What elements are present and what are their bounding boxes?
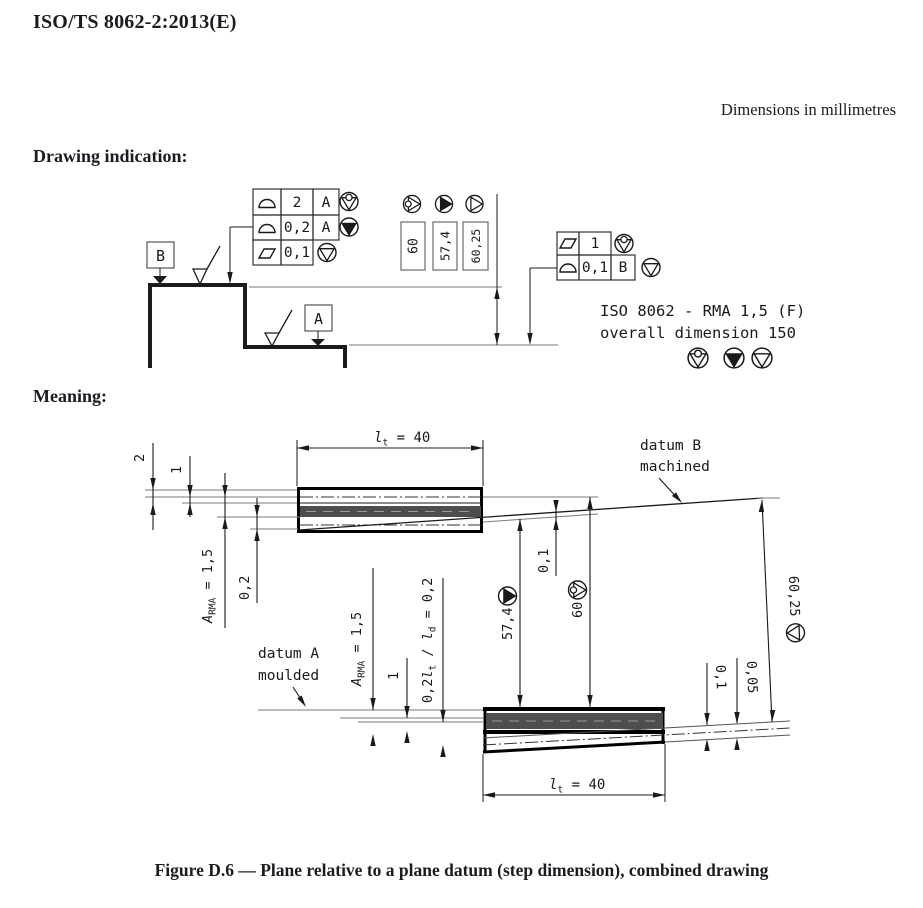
dimension-arrow <box>297 695 308 708</box>
state-symbol <box>403 195 420 212</box>
dim-label-01-top: 0,1 <box>536 548 552 573</box>
dim-label-lt40-bottom: $l_t = 40$ <box>549 777 606 796</box>
dimension-arrow <box>494 333 499 345</box>
fcf-datum: A <box>321 220 331 236</box>
fcf-datum: B <box>618 260 628 276</box>
fcf-symbol-cell <box>557 255 579 280</box>
figure-caption: Figure D.6 — Plane relative to a plane datum (step dimension), combined drawing <box>154 860 769 880</box>
datum-a-text: datum A <box>258 646 320 662</box>
fcf-datum: A <box>321 195 331 211</box>
dimension-line <box>762 500 772 722</box>
dimension-arrow <box>527 333 532 345</box>
dimension-arrow <box>704 739 709 751</box>
dimension-arrow <box>297 445 309 450</box>
state-symbol <box>752 348 772 368</box>
datum-a-text: moulded <box>258 668 320 684</box>
dimension-arrow <box>471 445 483 450</box>
dim-value: 60,25 <box>785 575 803 617</box>
dim-label-02: 0,2 <box>237 575 253 600</box>
dim-label-1-bottom: 1 <box>386 671 402 680</box>
datum-b-triangle <box>153 276 167 284</box>
dim-label-arma: $A_{RMA} = 1,5$ <box>200 548 219 623</box>
boxed-dimension-value: 57,4 <box>437 230 453 262</box>
dimension-arrow <box>759 500 765 512</box>
dim-label-arma-bottom: $A_{RMA} = 1,5$ <box>349 611 368 686</box>
fcf-symbol-cell <box>557 232 579 255</box>
dimension-arrow <box>404 706 409 718</box>
dimensions-note: Dimensions in millimetres <box>720 100 896 119</box>
dimension-arrow <box>553 500 558 512</box>
boxed-dimension-label <box>469 229 483 264</box>
profile-of-surface-icon <box>259 225 275 233</box>
dimension-arrow <box>370 734 375 746</box>
dim-label-2: 2 <box>132 453 148 462</box>
dim-label-1: 1 <box>169 465 185 474</box>
dim-label-01-bottom: 0,1 <box>712 664 729 690</box>
dimension-arrow <box>483 792 495 797</box>
dimension-arrow <box>587 497 592 509</box>
fcf-value: 0,1 <box>581 260 609 276</box>
fcf-value: 1 <box>590 236 600 252</box>
dim-label-lt40: $l_t = 40$ <box>374 430 431 449</box>
fcf-symbol-cell <box>253 189 281 215</box>
datum-a-letter: A <box>313 310 324 328</box>
dimension-arrow <box>222 485 227 497</box>
meaning-diagram <box>0 418 923 818</box>
dimension-arrow <box>187 485 192 497</box>
dimension-arrow <box>734 738 739 750</box>
dimension-arrow <box>704 713 709 725</box>
state-symbol <box>466 195 483 212</box>
dimension-arrow <box>734 712 739 724</box>
profile-of-surface-icon <box>560 264 576 272</box>
dimension-arrow <box>653 792 665 797</box>
fcf-symbol-cell <box>253 240 281 265</box>
dimension-arrow <box>187 503 192 515</box>
state-symbol <box>569 581 587 599</box>
lower-bar-top-border <box>483 707 665 711</box>
dimension-arrow <box>254 505 259 517</box>
dimension-arrow <box>553 518 558 530</box>
dim-label-6025 <box>785 576 805 643</box>
state-symbol <box>499 587 517 605</box>
machining-mark-tail <box>207 246 220 269</box>
state-symbol <box>435 195 452 212</box>
drawing-indication-diagram <box>0 180 923 392</box>
dimension-arrow <box>254 529 259 541</box>
datum-b-letter: B <box>155 247 166 265</box>
zone-line <box>483 514 598 522</box>
dim-value: 57,4 <box>500 607 516 640</box>
dim-label-005: 0,05 <box>743 660 761 694</box>
state-symbol <box>688 348 708 368</box>
note-overall-dimension: overall dimension 150 <box>600 324 796 342</box>
dimension-arrow <box>440 710 445 722</box>
datum-b-text: datum B <box>640 438 702 454</box>
boxed-dimension-value: 60 <box>406 238 422 254</box>
dimension-arrow <box>150 503 155 515</box>
dimension-arrow <box>150 478 155 490</box>
machining-mark-icon <box>193 269 207 284</box>
note-rma: ISO 8062 - RMA 1,5 (F) <box>600 302 806 320</box>
dimension-arrow <box>440 745 445 757</box>
flatness-icon <box>259 249 275 258</box>
state-symbol <box>318 244 336 262</box>
state-symbol <box>340 193 358 211</box>
fcf-value: 0,2 <box>283 220 311 236</box>
dim-label-574 <box>499 587 517 640</box>
meaning-heading: Meaning: <box>33 386 107 406</box>
dimension-arrow <box>404 731 409 743</box>
state-symbol <box>340 218 358 236</box>
zone-line <box>665 735 790 742</box>
datum-b-text: machined <box>640 459 710 475</box>
dimension-arrow <box>494 287 499 299</box>
dimension-arrow <box>517 695 522 707</box>
state-symbol <box>615 235 633 253</box>
state-symbol <box>786 623 805 642</box>
state-symbol <box>724 348 744 368</box>
dimension-arrow <box>587 695 592 707</box>
dimension-arrow <box>370 698 375 710</box>
boxed-dimension-label <box>407 238 422 254</box>
profile-of-surface-icon <box>259 200 275 208</box>
datum-a-triangle <box>311 339 325 346</box>
state-symbol <box>642 259 660 277</box>
dim-label-ratio: $0,2l_t / l_d = 0,2$ <box>420 577 439 703</box>
dimension-arrow <box>227 272 232 284</box>
fcf-symbol-cell <box>253 215 281 240</box>
fcf-value: 0,1 <box>283 245 311 261</box>
dimension-arrow <box>517 519 522 531</box>
dim-label-60 <box>569 581 587 618</box>
dimension-arrow <box>769 710 775 722</box>
machining-mark-tail <box>279 310 292 333</box>
drawing-indication-heading: Drawing indication: <box>33 146 188 166</box>
machining-mark-icon <box>265 333 279 346</box>
fcf-value: 2 <box>292 195 302 211</box>
boxed-dimension-value: 60,25 <box>469 228 483 264</box>
standard-reference: ISO/TS 8062-2:2013(E) <box>33 11 237 33</box>
boxed-dimension-label <box>438 231 453 261</box>
dimension-arrow <box>222 517 227 529</box>
flatness-icon <box>560 239 576 248</box>
dim-value: 60 <box>570 601 586 618</box>
